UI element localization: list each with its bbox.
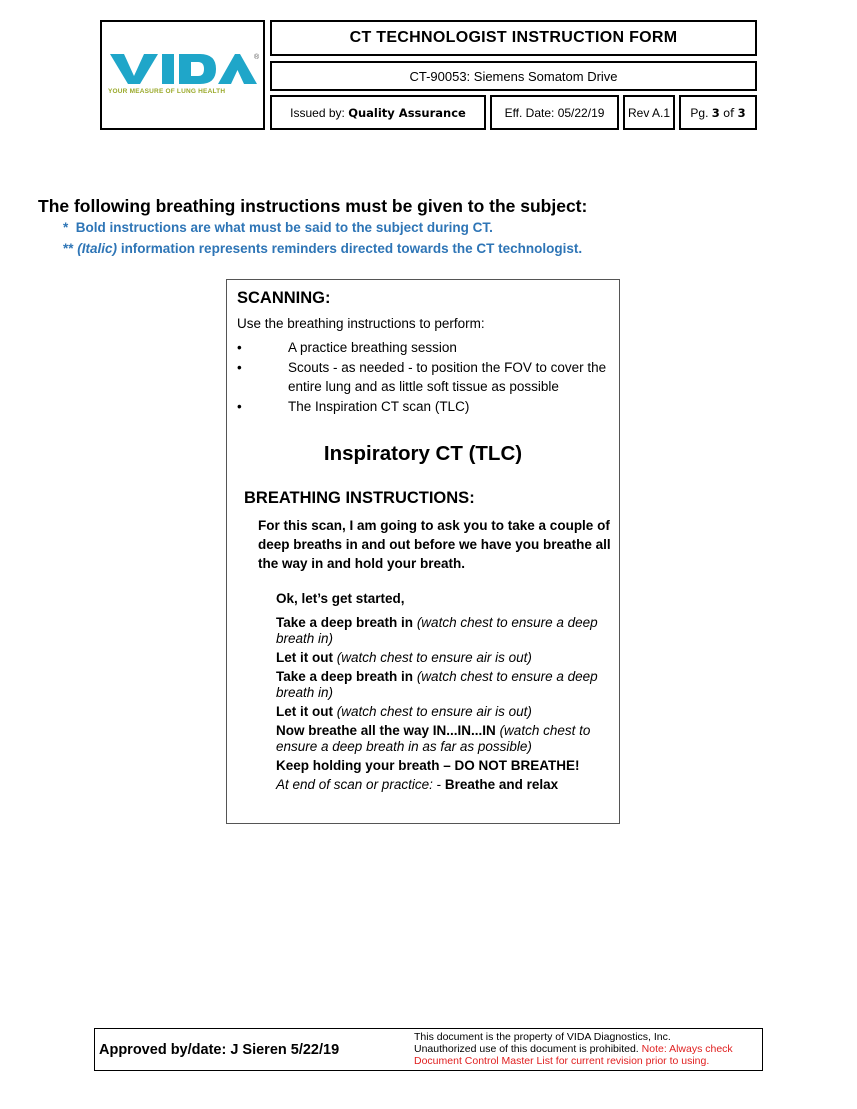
approved-by: Approved by/date: J Sieren 5/22/19 xyxy=(99,1042,340,1058)
script-note-5: (watch chest to ensure a deep breath in as far as possible) xyxy=(276,723,591,754)
script-line-7: Breathe and relax xyxy=(444,777,559,792)
script-line-1: Take a deep breath in xyxy=(276,615,414,630)
scanning-heading: SCANNING: xyxy=(237,289,331,307)
note2-text: information represents reminders directed towards the CT technologist. xyxy=(120,241,583,256)
script-note-2: (watch chest to ensure air is out) xyxy=(336,650,532,665)
script-line-4: Let it out xyxy=(276,704,333,719)
page-number xyxy=(679,95,757,130)
disclaimer-line-1: This document is the property of VIDA Diagnostics, Inc. xyxy=(414,1031,671,1043)
script-dash: - xyxy=(436,777,442,792)
script-line-6: Keep holding your breath – DO NOT BREATHE! xyxy=(276,758,580,773)
note2-marker: ** xyxy=(63,241,74,256)
disclaimer-line-2: Unauthorized use of this document is prohibited. Note: Always check Document Control Master List for current revision prior to using. xyxy=(414,1043,733,1067)
registered-mark: ® xyxy=(254,54,260,61)
script-note-4: (watch chest to ensure air is out) xyxy=(336,704,532,719)
note1-text: Bold instructions are what must be said to the subject during CT. xyxy=(75,220,493,235)
breathing-intro: For this scan, I am going to ask you to take a couple of deep breaths in and out before we have you breathe all the way in and hold your breath. xyxy=(258,518,611,571)
form-model: CT-90053: Siemens Somatom Drive xyxy=(270,61,757,91)
script-start: Ok, let’s get started, xyxy=(276,591,405,606)
instructions-box xyxy=(226,279,620,824)
script-note-7: At end of scan or practice: xyxy=(276,777,433,792)
bullet-icon: • xyxy=(237,360,242,375)
bullet-icon: • xyxy=(237,399,242,414)
page-of: of xyxy=(723,105,735,120)
inspiratory-title: Inspiratory CT (TLC) xyxy=(323,442,523,465)
revision: Rev A.1 xyxy=(623,95,675,130)
script-line-2: Let it out xyxy=(276,650,333,665)
note-bold-instructions xyxy=(63,220,493,235)
page-label: Pg. xyxy=(690,105,709,120)
scanning-subheading: Use the breathing instructions to perform: xyxy=(237,316,485,331)
issued-by xyxy=(270,95,486,130)
vida-logo-icon xyxy=(108,52,258,86)
intro-title: The following breathing instructions must be given to the subject: xyxy=(38,196,588,216)
logo-tagline: YOUR MEASURE OF LUNG HEALTH xyxy=(108,88,226,95)
issued-label: Issued by: xyxy=(290,105,345,120)
list-item: • A practice breathing session xyxy=(237,340,457,355)
breathing-script xyxy=(276,591,611,796)
list-item: • Scouts - as needed - to position the FOV to cover the entire lung and as little soft tissue as possible xyxy=(237,360,607,394)
effective-date: Eff. Date: 05/22/19 xyxy=(490,95,619,130)
note2-italic: (Italic) xyxy=(77,241,118,256)
note-italic-info xyxy=(63,241,582,256)
logo-box xyxy=(100,20,265,130)
bullet-icon: • xyxy=(237,340,242,355)
list-item: • The Inspiration CT scan (TLC) xyxy=(237,399,470,414)
form-title: CT TECHNOLOGIST INSTRUCTION FORM xyxy=(270,20,757,56)
page-total: 3 xyxy=(737,105,746,120)
script-note-1: (watch chest to ensure a deep breath in) xyxy=(276,615,598,646)
script-line-3: Take a deep breath in xyxy=(276,669,414,684)
page-num: 3 xyxy=(711,105,720,120)
script-line-5: Now breathe all the way IN...IN...IN xyxy=(276,723,496,738)
scanning-list xyxy=(237,338,607,417)
disclaimer-note: Note: Always check Document Control Master List for current revision prior to using. xyxy=(414,1043,733,1067)
footer-disclaimer xyxy=(414,1031,759,1067)
script-note-3: (watch chest to ensure a deep breath in) xyxy=(276,669,598,700)
note1-marker: * xyxy=(63,220,69,235)
breathing-heading: BREATHING INSTRUCTIONS: xyxy=(244,489,475,507)
issued-value: Quality Assurance xyxy=(348,105,466,120)
